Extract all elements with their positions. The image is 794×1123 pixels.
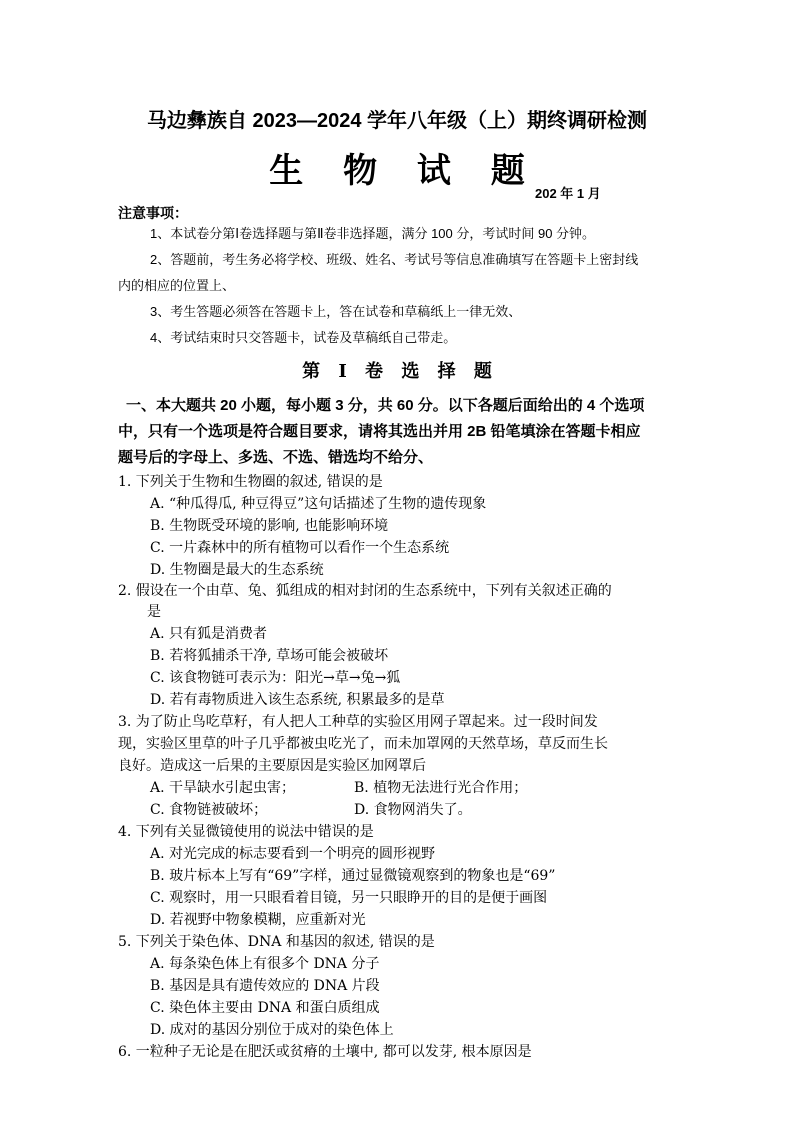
question-2-stem: 2. 假设在一个由草、兔、狐组成的相对封闭的生态系统中，下列有关叙述正确的	[118, 583, 612, 599]
question-3-stem-cont-2: 良好。造成这一后果的主要原因是实验区加网罩后	[118, 758, 426, 774]
question-5-stem: 5. 下列关于染色体、DNA 和基因的叙述, 错误的是	[118, 934, 435, 950]
question-3-stem: 3. 为了防止鸟吃草籽，有人把人工种草的实验区用网子罩起来。过一段时间发	[118, 714, 598, 730]
question-1-stem: 1. 下列关于生物和生物圈的叙述, 错误的是	[118, 474, 383, 490]
note-item-1: 1、本试卷分第Ⅰ卷选择题与第Ⅱ卷非选择题，满分 100 分，考试时间 90 分钟。	[150, 226, 596, 241]
note-item-2-cont: 内的相应的位置上、	[118, 278, 236, 293]
question-1-option-c: C. 一片森林中的所有植物可以看作一个生态系统	[150, 540, 450, 556]
question-5-option-d: D. 成对的基因分别位于成对的染色体上	[150, 1022, 394, 1038]
question-2-option-d: D. 若有毒物质进入该生态系统, 积累最多的是草	[150, 692, 445, 708]
question-1-option-d: D. 生物圈是最大的生态系统	[150, 562, 324, 578]
note-item-2: 2、答题前，考生务必将学校、班级、姓名、考试号等信息准确填写在答题卡上密封线	[150, 252, 639, 267]
section-title: 第 Ⅰ 卷 选 择 题	[302, 361, 498, 382]
question-4-option-c: C. 观察时，用一只眼看着目镜，另一只眼睁开的目的是便于画图	[150, 890, 548, 906]
note-item-4: 4、考试结束时只交答题卡，试卷及草稿纸自己带走。	[150, 330, 457, 345]
subject-title: 生 物 试 题	[269, 151, 539, 191]
question-3-stem-cont-1: 现，实验区里草的叶子几乎都被虫吃光了，而未加罩网的天然草场，草反而生长	[118, 736, 608, 752]
question-4-option-d: D. 若视野中物象模糊，应重新对光	[150, 912, 366, 928]
question-6-stem: 6. 一粒种子无论是在肥沃或贫瘠的土壤中, 都可以发芽, 根本原因是	[118, 1044, 532, 1060]
question-1-option-b: B. 生物既受环境的影响, 也能影响环境	[150, 518, 389, 534]
question-3-option-b: B. 植物无法进行光合作用；	[354, 780, 528, 796]
question-2-stem-cont: 是	[147, 604, 161, 620]
exam-date: 202 年 1 月	[535, 186, 601, 201]
notes-title: 注意事项：	[118, 205, 188, 221]
exam-title: 马边彝族自 2023—2024 学年八年级（上）期终调研检测	[146, 110, 648, 132]
question-5-option-c: C. 染色体主要由 DNA 和蛋白质组成	[150, 1000, 380, 1016]
note-item-3: 3、考生答题必须答在答题卡上，答在试卷和草稿纸上一律无效、	[150, 304, 522, 319]
section-instruction-2: 中，只有一个选项是符合题目要求，请将其选出并用 2B 铅笔填涂在答题卡相应	[118, 423, 641, 440]
question-2-option-c: C. 该食物链可表示为：阳光→草→兔→狐	[150, 670, 401, 686]
section-instruction-1: 一、本大题共 20 小题，每小题 3 分，共 60 分。以下各题后面给出的 4 个选项	[126, 397, 645, 414]
question-5-option-b: B. 基因是具有遗传效应的 DNA 片段	[150, 978, 380, 994]
section-instruction-3: 题号后的字母上、多选、不选、错选均不给分、	[118, 449, 434, 466]
question-5-option-a: A. 每条染色体上有很多个 DNA 分子	[150, 956, 380, 972]
question-2-option-b: B. 若将狐捕杀干净, 草场可能会被破坏	[150, 648, 389, 664]
question-4-option-a: A. 对光完成的标志要看到一个明亮的圆形视野	[150, 846, 436, 862]
question-4-stem: 4. 下列有关显微镜使用的说法中错误的是	[118, 824, 374, 840]
question-2-option-a: A. 只有狐是消费者	[150, 626, 268, 642]
question-3-option-d: D. 食物网消失了。	[354, 802, 472, 818]
question-1-option-a: A. “种瓜得瓜, 种豆得豆”这句话描述了生物的遗传现象	[150, 496, 487, 512]
question-4-option-b: B. 玻片标本上写有“69”字样，通过显微镜观察到的物象也是“69”	[150, 868, 556, 884]
question-3-option-a: A. 干旱缺水引起虫害；	[150, 780, 296, 796]
question-3-option-c: C. 食物链被破坏；	[150, 802, 268, 818]
